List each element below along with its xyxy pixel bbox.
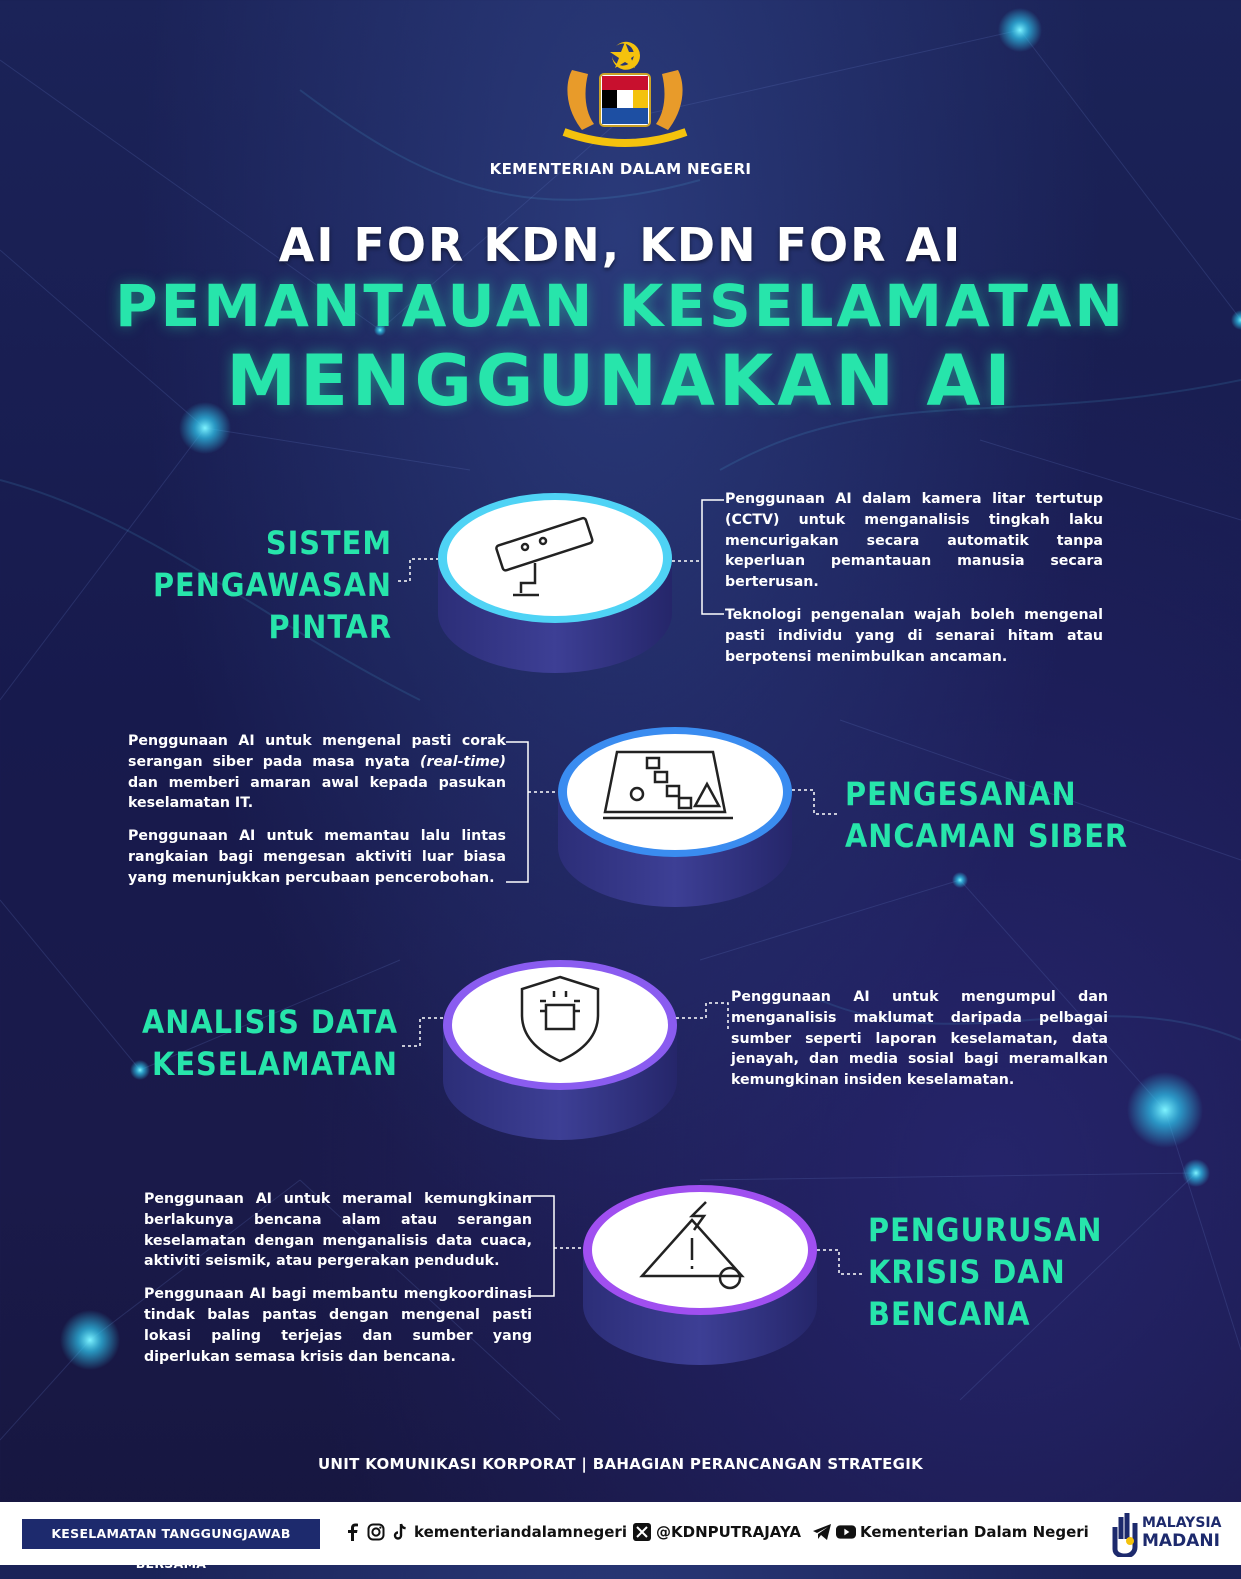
madani-hand-icon	[1112, 1511, 1138, 1557]
main-title-line-1: PEMANTAUAN KESELAMATAN	[115, 272, 1126, 340]
disc-crisis-management	[580, 1180, 820, 1370]
telegram-icon[interactable]	[812, 1522, 832, 1542]
social-facebook-instagram-tiktok[interactable]	[342, 1522, 627, 1542]
madani-logo-text-2: MADANI	[1142, 1531, 1220, 1551]
tiktok-icon[interactable]	[390, 1522, 410, 1542]
facebook-icon[interactable]	[342, 1522, 362, 1542]
social-x[interactable]	[632, 1522, 801, 1542]
youtube-icon[interactable]	[836, 1522, 856, 1542]
description-smart-surveillance: Penggunaan AI dalam kamera litar tertutup (CCTV) untuk menganalisis tingkah laku mencurigakan secara automatik tanpa keperluan pemantauan manusia secara berterusan. Teknologi pengenalan wajah boleh mengenal pasti individu yang di senarai hitam atau berpotensi menimbulkan ancaman.	[725, 491, 1103, 665]
ministry-name: KEMENTERIAN DALAM NEGERI	[489, 160, 752, 178]
section-title-data-analysis: ANALISIS DATA KESELAMATAN	[141, 1003, 398, 1083]
bracket-connector	[672, 492, 732, 622]
social-telegram-youtube[interactable]	[812, 1522, 1089, 1542]
main-title-line-2: MENGGUNAKAN AI	[226, 340, 1015, 422]
section-title-crisis-management: PENGURUSAN KRISIS DAN BENCANA	[868, 1211, 1103, 1333]
connector-line	[676, 993, 731, 1033]
coat-of-arms-logo	[550, 40, 700, 150]
social-handle-kdnputrajaya[interactable]: @KDNPUTRAJAYA	[656, 1523, 801, 1541]
connector-line	[815, 1240, 865, 1280]
instagram-icon[interactable]	[366, 1522, 386, 1542]
connector-line	[790, 780, 840, 820]
footer-bar	[0, 1502, 1241, 1571]
tagline-badge: KESELAMATAN TANGGUNGJAWAB BERSAMA	[22, 1519, 320, 1549]
description-data-analysis: Penggunaan AI untuk mengumpul dan menganalisis maklumat daripada pelbagai sumber seperti laporan keselamatan, data jenayah, dan media sosial bagi meramalkan kemungkinan insiden keselamatan.	[731, 989, 1108, 1089]
headline-title: AI FOR KDN, KDN FOR AI	[278, 218, 963, 272]
social-handle-kementerian[interactable]: kementeriandalamnegeri	[414, 1523, 627, 1541]
footer-unit-credit: UNIT KOMUNIKASI KORPORAT | BAHAGIAN PERANCANGAN STRATEGIK	[317, 1455, 924, 1473]
disc-cyber-threat	[555, 722, 795, 912]
malaysia-madani-logo	[1112, 1510, 1234, 1558]
section-title-cyber-threat: PENGESANAN ANCAMAN SIBER	[845, 775, 1129, 855]
description-cyber-threat: Penggunaan AI untuk mengenal pasti corak serangan siber pada masa nyata (real-time) dan memberi amaran awal kepada pasukan keselamatan IT. Penggunaan AI untuk memantau lalu lintas rangkaian bagi mengesan aktiviti luar biasa yang menunjukkan percubaan pencerobohan.	[128, 733, 506, 886]
description-crisis-management: Penggunaan AI untuk meramal kemungkinan berlakunya bencana alam atau serangan keselamatan dengan menganalisis data cuaca, aktiviti seismik, atau pergerakan penduduk. Penggunaan AI bagi membantu mengkoordinasi tindak balas pantas dengan mengenal pasti lokasi paling terjejas dan sumber yang diperlukan semasa krisis dan bencana.	[144, 1191, 532, 1365]
bracket-connector	[526, 1190, 588, 1300]
section-title-smart-surveillance: SISTEM PENGAWASAN PINTAR	[152, 524, 392, 646]
bracket-connector	[500, 736, 562, 886]
x-twitter-icon[interactable]	[632, 1522, 652, 1542]
madani-logo-text-1: MALAYSIA	[1142, 1515, 1222, 1531]
cyber-paragraph-1: Penggunaan AI untuk mengenal pasti corak serangan siber pada masa nyata (real-time) dan memberi amaran awal kepada pasukan keselamatan IT.	[128, 733, 506, 812]
disc-smart-surveillance	[435, 488, 675, 678]
social-handle-kementerian-dalam-negeri[interactable]: Kementerian Dalam Negeri	[860, 1523, 1089, 1541]
disc-data-analysis	[440, 955, 680, 1145]
